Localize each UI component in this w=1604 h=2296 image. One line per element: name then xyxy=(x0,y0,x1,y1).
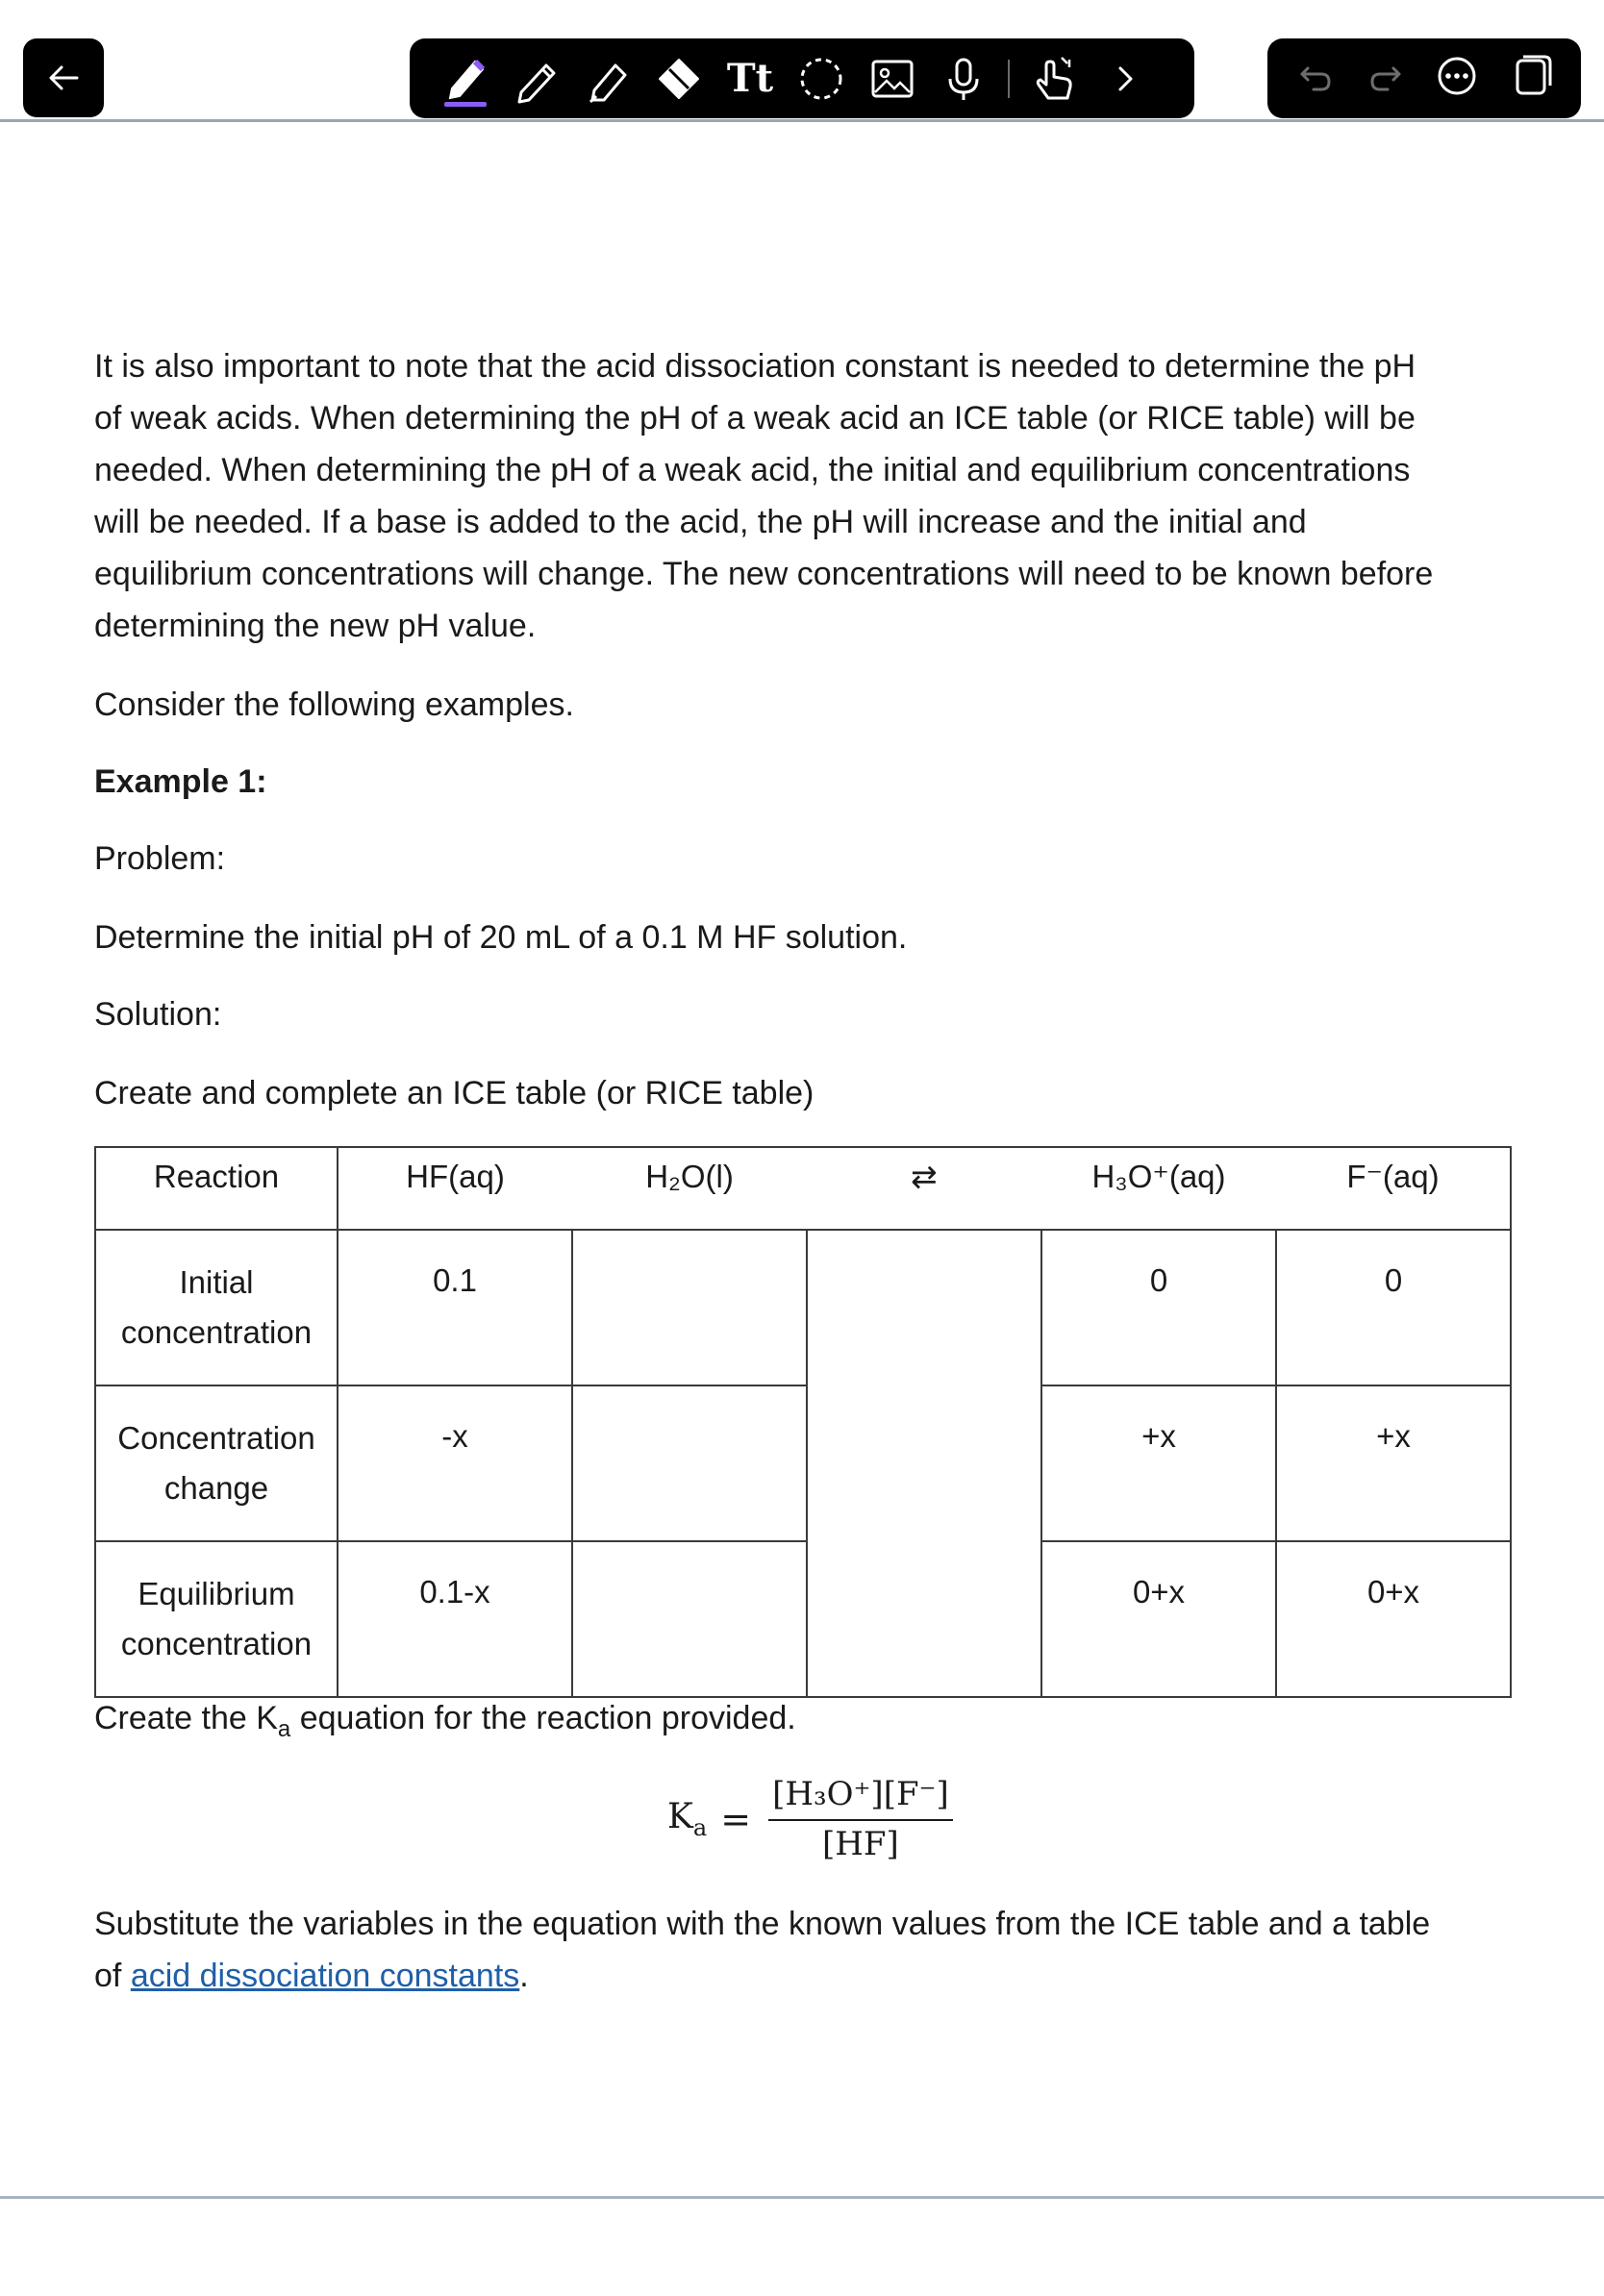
pencil-icon xyxy=(510,52,564,106)
ka-equals: = xyxy=(720,1798,752,1840)
page-bottom-line xyxy=(0,2196,1604,2199)
history-toolbar xyxy=(1267,38,1581,118)
text-tool-button[interactable] xyxy=(719,48,781,110)
ka-instruction xyxy=(94,1692,796,1756)
more-icon xyxy=(1434,53,1480,99)
ice-cell-h2o xyxy=(572,1385,807,1541)
problem-label: Problem: xyxy=(94,840,226,877)
undo-icon xyxy=(1294,55,1337,97)
ice-row-label-line: Concentration xyxy=(117,1420,315,1456)
redo-icon xyxy=(1365,55,1407,97)
ice-header-f: F⁻(aq) xyxy=(1276,1147,1511,1230)
audio-tool-button[interactable] xyxy=(933,48,994,110)
ice-row-label-line: concentration xyxy=(120,1626,313,1661)
eraser-tool-button[interactable] xyxy=(648,48,710,110)
arrow-left-icon xyxy=(44,59,83,97)
ice-header-row xyxy=(95,1147,1511,1230)
ice-row-label-line: Equilibrium xyxy=(138,1576,295,1611)
ice-cell-h3o: 0+x xyxy=(1041,1541,1276,1697)
more-options-button[interactable] xyxy=(1434,53,1480,104)
ice-cell-h2o xyxy=(572,1541,807,1697)
text-line: It is also important to note that the acid dissociation constant is needed to determine the pH xyxy=(94,348,1416,385)
ice-table xyxy=(94,1146,1512,1698)
solution-label: Solution: xyxy=(94,996,222,1033)
ice-row-label-line: Initial xyxy=(179,1264,254,1300)
ice-row-equilibrium xyxy=(95,1541,1511,1697)
redo-button[interactable] xyxy=(1365,55,1407,102)
ice-cell-h2o xyxy=(572,1230,807,1385)
ice-cell-arrow-col xyxy=(807,1230,1041,1385)
lasso-tool-button[interactable] xyxy=(790,48,852,110)
page-view-button[interactable] xyxy=(1508,53,1554,104)
ka-denominator: [HF] xyxy=(822,1825,899,1863)
text-line xyxy=(94,1950,1537,2002)
page-icon xyxy=(1508,53,1554,99)
paragraph-intro xyxy=(94,340,1537,652)
ice-cell-f: +x xyxy=(1276,1385,1511,1541)
text-fragment: of xyxy=(94,1958,131,1994)
ice-instruction: Create and complete an ICE table (or RICE table) xyxy=(94,1075,815,1111)
pen-icon xyxy=(439,50,492,108)
back-button[interactable] xyxy=(23,38,104,117)
ice-cell-h3o: +x xyxy=(1041,1385,1276,1541)
undo-button[interactable] xyxy=(1294,55,1337,102)
text-fragment: . xyxy=(519,1958,529,1994)
example-heading: Example 1: xyxy=(94,763,267,800)
ka-instruction-pre: Create the K xyxy=(94,1700,278,1736)
image-icon xyxy=(865,52,919,106)
ice-header-reaction: Reaction xyxy=(95,1147,338,1230)
pencil-tool-button[interactable] xyxy=(506,48,567,110)
text-line: determining the new pH value. xyxy=(94,608,537,644)
lasso-icon xyxy=(794,52,848,106)
ka-fraction xyxy=(768,1775,953,1863)
ice-cell-hf: 0.1 xyxy=(338,1230,572,1385)
ka-numerator: [H₃O⁺][F⁻] xyxy=(768,1775,953,1821)
text-line: needed. When determining the pH of a weak acid, the initial and equilibrium concentrations xyxy=(94,452,1411,488)
pen-tool-button[interactable] xyxy=(435,48,496,110)
ice-cell-arrow-col xyxy=(807,1541,1041,1697)
microphone-icon xyxy=(937,52,990,106)
marker-tool-button[interactable] xyxy=(577,48,639,110)
consider-text: Consider the following examples. xyxy=(94,686,574,723)
paragraph-substitute xyxy=(94,1898,1537,2002)
toolbar-divider-line xyxy=(0,119,1604,122)
ice-cell-h3o: 0 xyxy=(1041,1230,1276,1385)
ice-cell-f: 0+x xyxy=(1276,1541,1511,1697)
ice-row-label-line: concentration xyxy=(120,1314,313,1350)
hand-pointer-icon xyxy=(1027,52,1081,106)
ka-instruction-sub: a xyxy=(277,1715,291,1742)
ka-instruction-post: equation for the reaction provided. xyxy=(290,1700,796,1736)
ice-cell-arrow-col xyxy=(807,1385,1041,1541)
text-line: Substitute the variables in the equation with the known values from the ICE table and a table xyxy=(94,1906,1431,1942)
ice-row-label xyxy=(95,1385,338,1541)
ka-symbol xyxy=(667,1797,707,1841)
ice-header-h2o: H₂O(l) xyxy=(572,1147,807,1230)
ice-row-label-line: change xyxy=(163,1470,269,1506)
ice-header-arrow: ⇄ xyxy=(807,1147,1041,1230)
acid-dissociation-constants-link[interactable]: acid dissociation constants xyxy=(130,1958,520,1994)
ice-header-hf: HF(aq) xyxy=(338,1147,572,1230)
text-line: will be needed. If a base is added to the acid, the pH will increase and the initial and xyxy=(94,504,1307,540)
ka-symbol-sub: a xyxy=(692,1814,708,1842)
more-tools-button[interactable] xyxy=(1094,48,1156,110)
ice-row-label xyxy=(95,1541,338,1697)
ice-row-label xyxy=(95,1230,338,1385)
image-tool-button[interactable] xyxy=(862,48,923,110)
ka-symbol-letter: K xyxy=(667,1796,693,1836)
ka-equation xyxy=(667,1775,953,1863)
ice-cell-hf: -x xyxy=(338,1385,572,1541)
touch-tool-button[interactable] xyxy=(1023,48,1085,110)
chevron-right-icon xyxy=(1106,60,1144,98)
problem-text: Determine the initial pH of 20 mL of a 0.1 M HF solution. xyxy=(94,919,908,956)
eraser-icon xyxy=(652,52,706,106)
text-icon: Tt xyxy=(726,56,774,101)
text-line: equilibrium concentrations will change. The new concentrations will need to be known before xyxy=(94,556,1434,592)
ice-row-change xyxy=(95,1385,1511,1541)
drawing-toolbar xyxy=(410,38,1194,118)
ice-header-h3o: H₃O⁺(aq) xyxy=(1041,1147,1276,1230)
text-line: of weak acids. When determining the pH of a weak acid an ICE table (or RICE table) will be xyxy=(94,400,1416,437)
ice-row-initial xyxy=(95,1230,1511,1385)
marker-icon xyxy=(581,52,635,106)
ice-cell-hf: 0.1-x xyxy=(338,1541,572,1697)
ice-cell-f: 0 xyxy=(1276,1230,1511,1385)
toolbar-divider xyxy=(1008,60,1010,98)
